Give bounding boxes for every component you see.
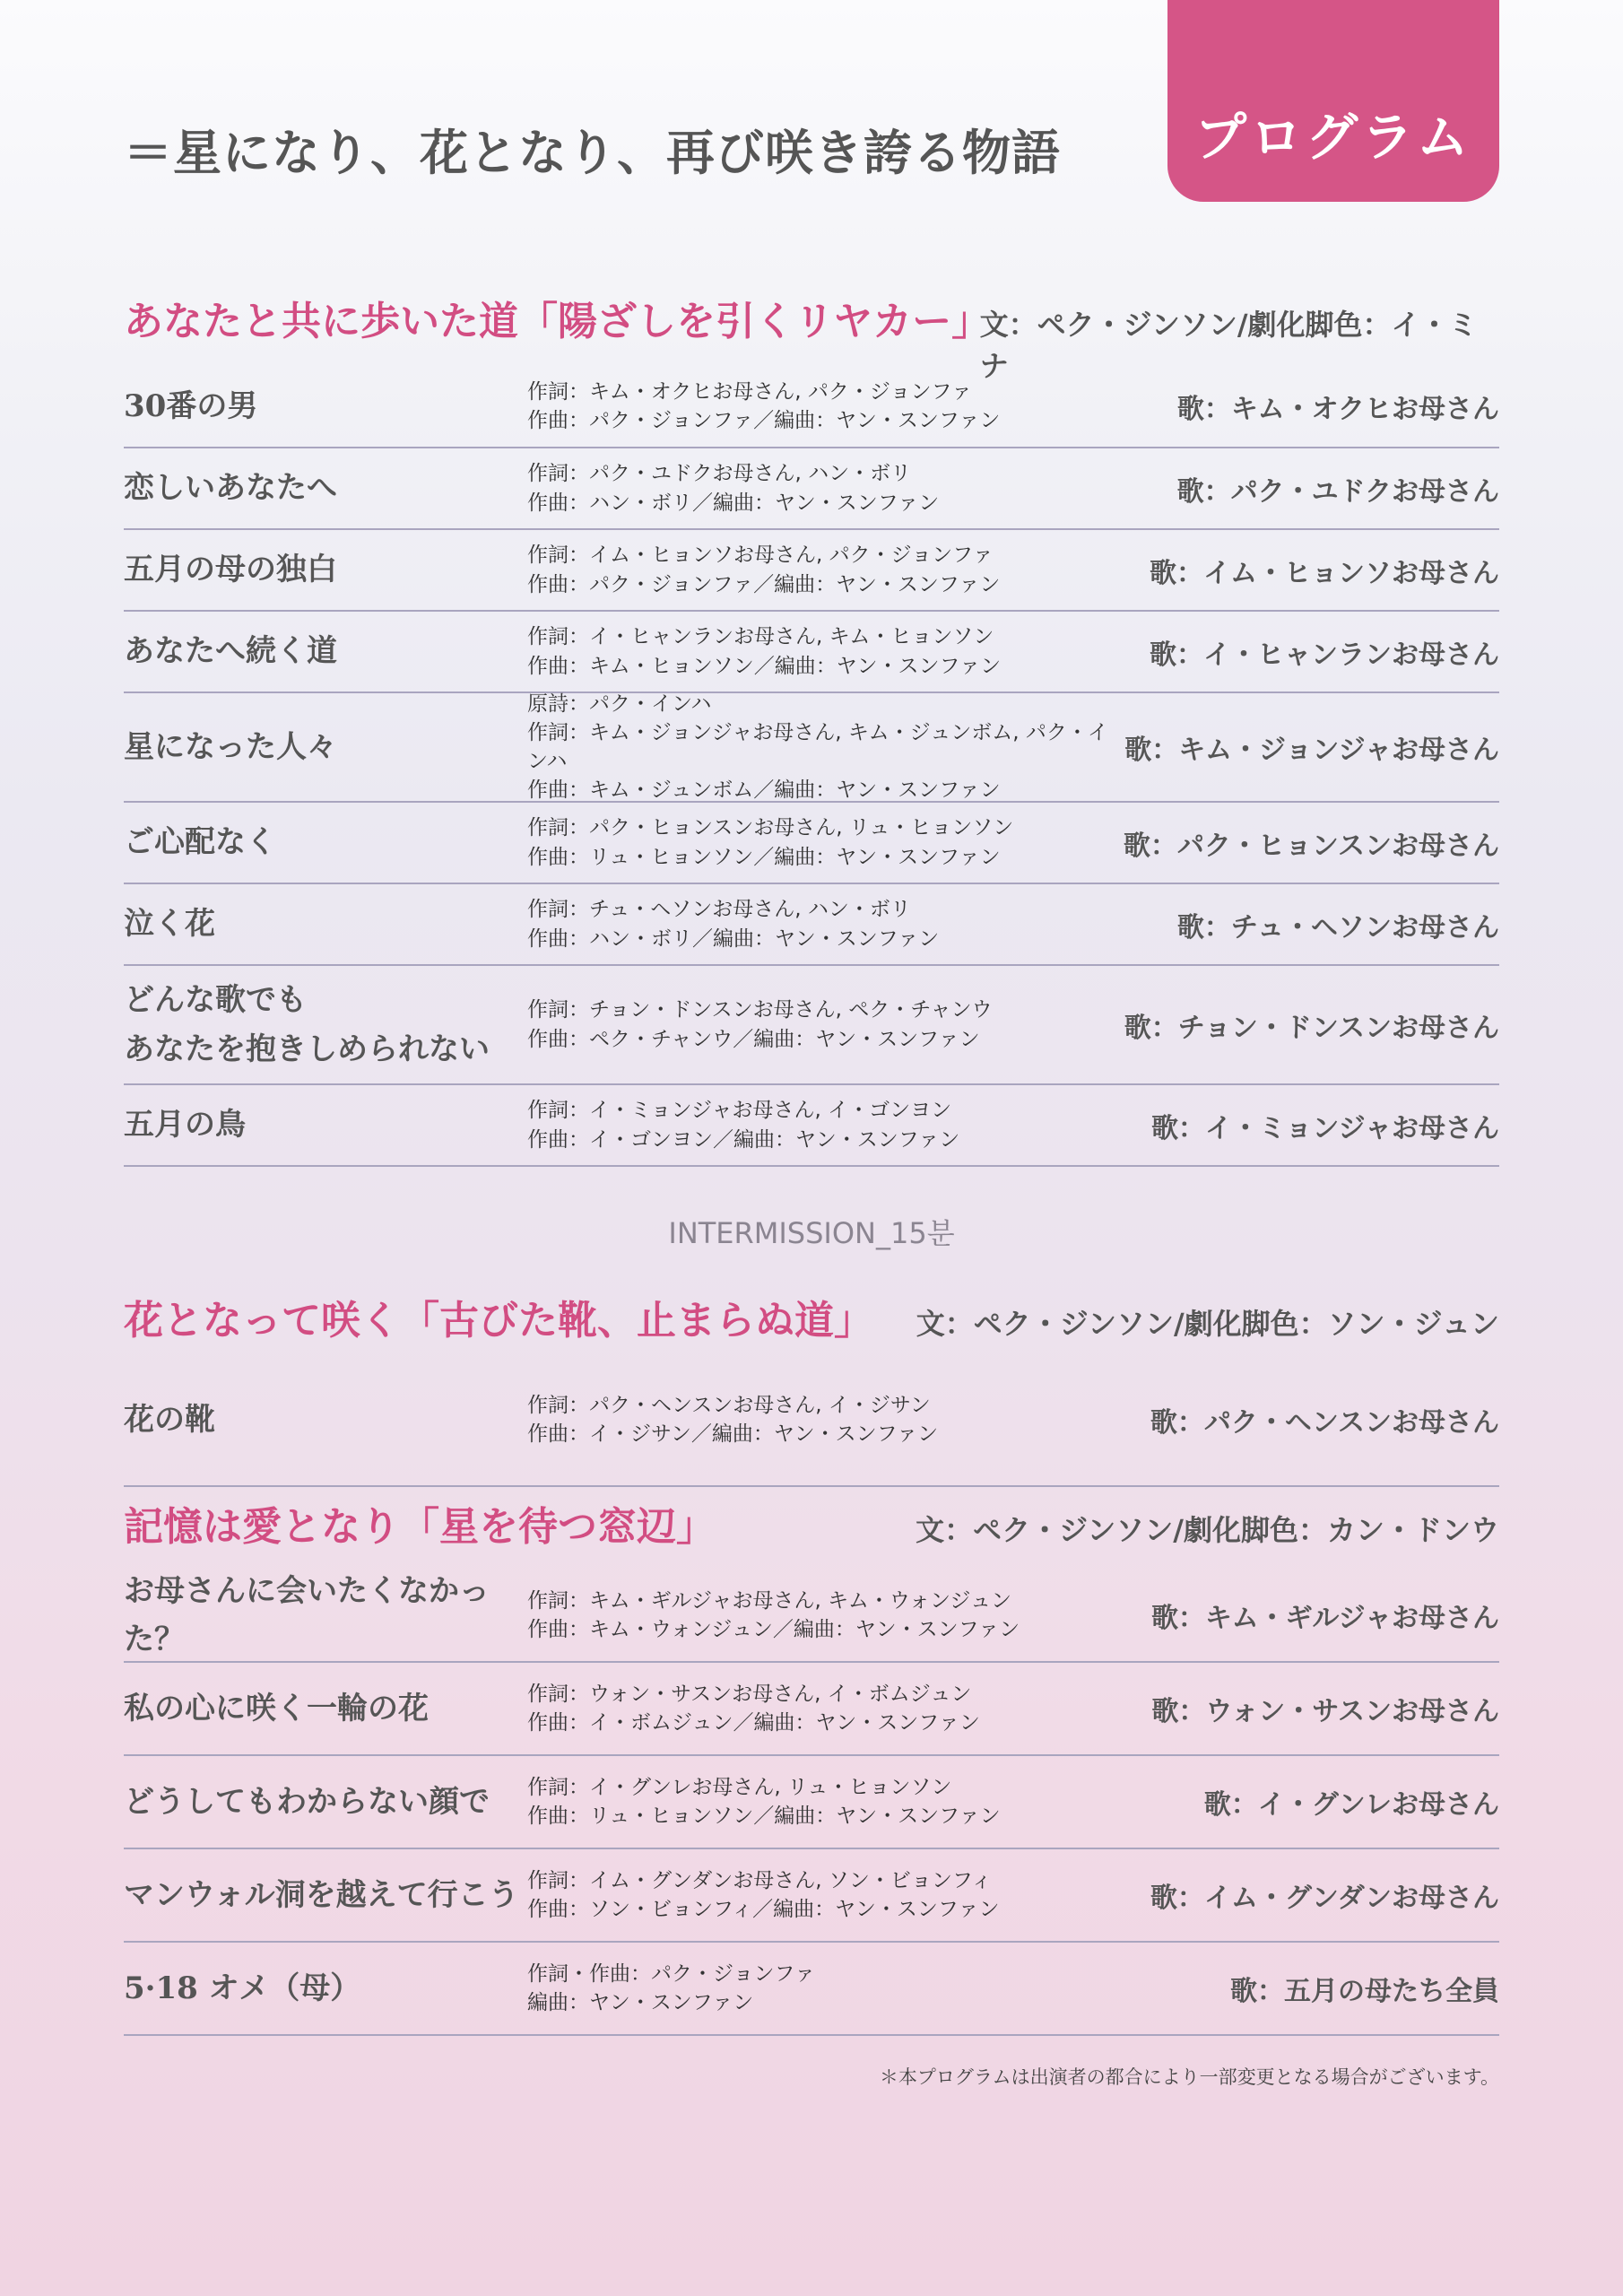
credit-line: 作曲：ハン・ボリ／編曲：ヤン・スンファン <box>527 491 940 515</box>
credit-line: 作詞：イ・ミョンジャお母さん, イ・ゴンヨン <box>527 1099 952 1123</box>
page-title: ＝星になり、花となり、再び咲き誇る物語 <box>124 124 1061 181</box>
credit-line: 作詞：キム・ギルジャお母さん, キム・ウォンジュン <box>527 1588 1011 1613</box>
footnote: ＊本プログラムは出演者の都合により一部変更となる場合がございます。 <box>879 2066 1499 2088</box>
song-credits <box>527 813 1124 871</box>
song-title-line: 泣く花 <box>124 906 215 943</box>
credit-line: 作詞：イム・グンダンお母さん, ソン・ビョンフィ <box>527 1868 993 1892</box>
song-singer: 歌：パク・ヘンスンお母さん <box>1150 1407 1499 1439</box>
section-credit: 文：ペク・ジンソン/劇化脚色：ソン・ジュン <box>916 1307 1499 1341</box>
song-title <box>124 1396 527 1444</box>
song-title <box>124 818 527 866</box>
credit-line: 作曲：キム・ヒョンソン／編曲：ヤン・スンファン <box>527 654 1002 678</box>
song-title-line: どんな歌でも <box>124 982 307 1019</box>
song-row <box>124 366 1499 448</box>
song-singer: 歌：イ・ヒャンランお母さん <box>1150 639 1499 671</box>
song-singer: 歌：ウォン・サスンお母さん <box>1151 1696 1499 1727</box>
song-row <box>124 803 1499 884</box>
song-row <box>124 1849 1499 1943</box>
song-singer: 歌：キム・ギルジャお母さん <box>1150 1603 1499 1634</box>
song-row <box>124 1943 1499 2036</box>
song-singer: 歌：チョン・ドンスンお母さん <box>1124 1012 1499 1044</box>
song-title <box>124 976 527 1074</box>
song-credits <box>527 622 1150 680</box>
song-credits <box>527 378 1177 435</box>
song-credits <box>527 541 1150 598</box>
section-title: 花となって咲く「古びた靴、止まらぬ道」 <box>124 1298 873 1344</box>
credit-line: 作詞：イム・ヒョンソお母さん, パク・ジョンファ <box>527 544 994 568</box>
song-title-line: 星になった人々 <box>124 728 337 765</box>
song-credits <box>527 1773 1204 1831</box>
song-title <box>124 1964 527 2013</box>
credit-line: 作曲：キム・ジュンボム／編曲：ヤン・スンファン <box>527 778 1001 803</box>
section-title: あなたと共に歩いた道「陽ざしを引くリヤカー」 <box>124 299 992 344</box>
song-singer: 歌：チュ・ヘソンお母さん <box>1176 911 1499 944</box>
song-row <box>124 448 1499 530</box>
credit-line: 作曲：キム・ウォンジュン／編曲：ヤン・スンファン <box>527 1618 1020 1641</box>
credit-line: 作詞：キム・オクヒお母さん, パク・ジョンファ <box>527 379 973 404</box>
song-title <box>124 382 527 430</box>
credit-line: 作詞：キム・ジョンジャお母さん, キム・ジュンボム, パク・インハ <box>527 720 1108 773</box>
song-row <box>124 1663 1499 1756</box>
song-credits <box>527 459 1177 517</box>
credit-line: 作詞：チョン・ドンスンお母さん, ペク・チャンウ <box>527 998 993 1022</box>
song-title-line: 五月の鳥 <box>124 1107 246 1144</box>
song-credits <box>527 1866 1150 1924</box>
song-credits <box>527 690 1124 805</box>
credit-line: 作詞：イ・ヒャンランお母さん, キム・ヒョンソン <box>527 625 994 649</box>
credit-line: 作詞：パク・ヘンスンお母さん, イ・ジサン <box>527 1393 931 1417</box>
credit-line: 作詞：パク・ユドクお母さん, ハン・ボリ <box>527 462 912 486</box>
song-row <box>124 612 1499 693</box>
song-singer: 歌：パク・ユドクお母さん <box>1176 475 1499 508</box>
credit-line: 作詞：イ・グンレお母さん, リュ・ヒョンソン <box>527 1775 952 1799</box>
song-title-line: あなたへ続く道 <box>124 633 337 670</box>
song-title <box>124 1778 527 1826</box>
song-title <box>124 723 527 771</box>
credit-line: 編曲：ヤン・スンファン <box>527 1991 754 2014</box>
song-credits <box>527 1680 1151 1737</box>
credit-line: 作詞：ウォン・サスンお母さん, イ・ボムジュン <box>527 1682 972 1706</box>
credit-line: 作曲：リュ・ヒョンソン／編曲：ヤン・スンファン <box>527 1805 1001 1828</box>
credit-line: 原詩：パク・インハ <box>527 691 712 716</box>
section-credit: 文：ペク・ジンソン/劇化脚色：カン・ドンウ <box>916 1513 1499 1547</box>
song-singer: 歌：イ・ミョンジャお母さん <box>1150 1112 1499 1144</box>
song-title-line: どうしてもわからない顔で <box>124 1783 490 1820</box>
credit-line: 作曲：ソン・ビョンフィ／編曲：ヤン・スンファン <box>527 1898 1000 1921</box>
song-title-line: 私の心に咲く一輪の花 <box>124 1690 429 1726</box>
song-row <box>124 693 1499 803</box>
song-credits <box>527 895 1177 952</box>
song-credits <box>527 1391 1150 1448</box>
section-credit: 文：ペク・ジンソン/劇化脚色：イ・ミナ <box>979 308 1478 383</box>
song-title <box>124 1684 527 1733</box>
song-singer: 歌：パク・ヒョンスンお母さん <box>1123 830 1499 862</box>
song-title-line: 5·18 オメ（母） <box>124 1970 361 2006</box>
song-credits <box>527 1960 1230 2017</box>
song-title-line: 恋しいあなたへ <box>124 470 337 507</box>
song-row <box>124 966 1499 1085</box>
song-row <box>124 1085 1499 1167</box>
credit-line: 作詞・作曲：パク・ジョンファ <box>527 1961 816 1986</box>
song-title-line: 花の靴 <box>124 1401 215 1438</box>
credit-line: 作曲：パク・ジョンファ／編曲：ヤン・スンファン <box>527 572 1001 596</box>
credit-line: 作曲：ペク・チャンウ／編曲：ヤン・スンファン <box>527 1027 980 1051</box>
song-singer: 歌：キム・オクヒお母さん <box>1176 394 1499 425</box>
song-row <box>124 884 1499 966</box>
song-title <box>124 1871 527 1919</box>
song-title <box>124 1100 527 1149</box>
song-title <box>124 900 527 948</box>
song-title <box>124 464 527 512</box>
song-title-line: 30番の男 <box>124 387 258 424</box>
credit-line: 作詞：チュ・ヘソンお母さん, ハン・ボリ <box>527 898 911 922</box>
credit-line: 作詞：パク・ヒョンスンお母さん, リュ・ヒョンソン <box>527 816 1014 840</box>
credit-line: 作曲：イ・ボムジュン／編曲：ヤン・スンファン <box>527 1711 980 1735</box>
song-title <box>124 1567 527 1665</box>
song-title-line: 五月の母の独白 <box>124 552 337 588</box>
song-title <box>124 627 527 675</box>
song-credits <box>527 1587 1151 1644</box>
song-row <box>124 1354 1499 1487</box>
song-list-1 <box>124 366 1499 1167</box>
song-title <box>124 545 527 594</box>
song-list-2 <box>124 1354 1499 1487</box>
song-singer: 歌：イ・グンレお母さん <box>1203 1789 1499 1821</box>
credit-line: 作曲：ハン・ボリ／編曲：ヤン・スンファン <box>527 926 940 951</box>
song-credits <box>527 996 1124 1053</box>
section-header-3 <box>124 1494 1499 1552</box>
credit-line: 作曲：イ・ゴンヨン／編曲：ヤン・スンファン <box>527 1127 960 1152</box>
song-credits <box>527 1096 1151 1153</box>
song-singer: 歌：五月の母たち全員 <box>1230 1976 1499 2007</box>
program-tab-label: プログラム <box>1194 106 1472 168</box>
song-title-line: マンウォル洞を越えて行こう <box>124 1876 519 1913</box>
credit-line: 作曲：イ・ジサン／編曲：ヤン・スンファン <box>527 1422 939 1446</box>
song-title-line: お母さんに会いたくなかった？ <box>124 1572 490 1657</box>
song-row <box>124 1570 1499 1663</box>
credit-line: 作曲：リュ・ヒョンソン／編曲：ヤン・スンファン <box>527 845 1001 869</box>
credit-line: 作曲：パク・ジョンファ／編曲：ヤン・スンファン <box>527 409 1001 432</box>
song-title-line: ご心配なく <box>124 824 276 861</box>
section-header-2 <box>124 1288 1499 1345</box>
song-row <box>124 1756 1499 1849</box>
section-title: 記憶は愛となり「星を待つ窓辺」 <box>124 1504 716 1550</box>
program-tab <box>1167 0 1499 202</box>
song-singer: 歌：キム・ジョンジャお母さん <box>1124 735 1499 766</box>
song-list-3 <box>124 1570 1499 2036</box>
intermission-label: INTERMISSION_15분 <box>668 1216 955 1250</box>
song-row <box>124 530 1499 612</box>
song-title-line: あなたを抱きしめられない <box>124 1031 490 1067</box>
song-singer: 歌：イム・ヒョンソお母さん <box>1150 557 1499 589</box>
song-singer: 歌：イム・グンダンお母さん <box>1150 1883 1499 1914</box>
